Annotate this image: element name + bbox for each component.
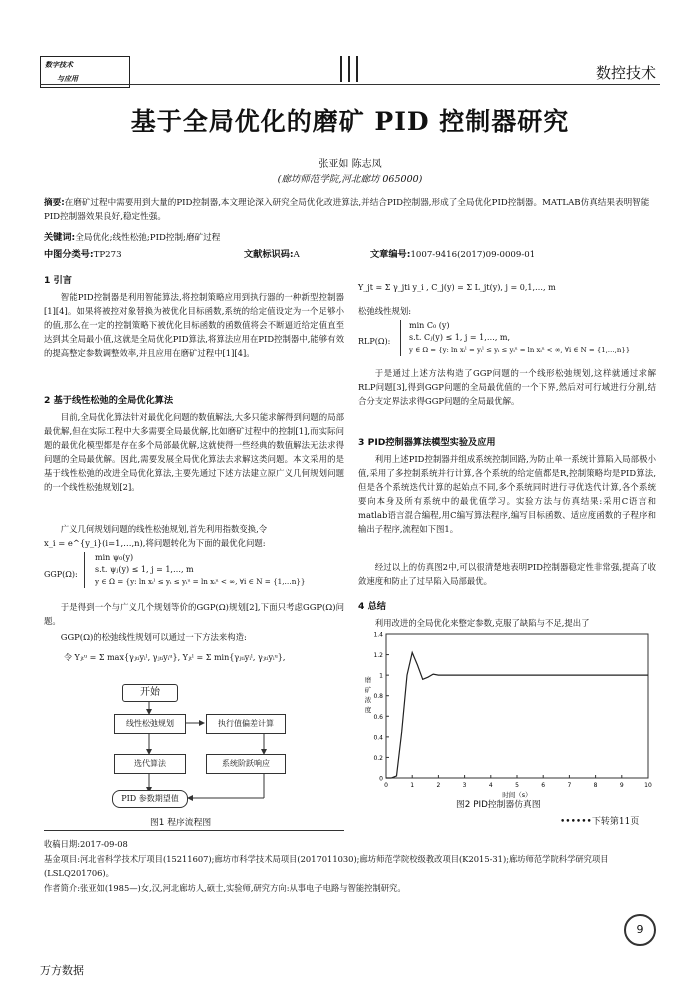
footnote-rule — [44, 830, 344, 831]
rlp-label: RLP(Ω): — [358, 337, 391, 346]
footnote-received: 收稿日期:2017-09-08 — [44, 839, 128, 849]
section-2-paragraph-3: 于是得到一个与广义几个规划等价的GGP(Ω)规划[2],下面只考虑GGP(Ω)问题。 — [44, 602, 344, 626]
keywords — [44, 229, 220, 243]
x-tick-label: 6 — [541, 782, 546, 789]
equation-yjt: Y_jt = Σ γ_jti y_i , C_j(y) = Σ L_jt(y), j = 0,1,…, m — [358, 283, 556, 292]
section-heading: 数控技术 — [595, 64, 656, 82]
rlp-system — [400, 320, 661, 356]
page-number: 9 — [624, 914, 656, 946]
x-tick-label: 10 — [644, 782, 652, 789]
equation-y-bounds: 令 Yⱼₜᵘ = Σ max{γⱼₜᵢyᵢˡ, γⱼₜᵢyᵢᵘ}, Yⱼₜˡ = Σ min{γⱼₜᵢyᵢˡ, γⱼₜᵢyᵢᵘ}, — [64, 653, 286, 662]
y-axis-label-char: 磨 — [364, 676, 372, 684]
x-tick-label: 8 — [593, 782, 598, 789]
y-tick-label: 0.8 — [373, 693, 383, 701]
rlp-constraint: s.t. Cⱼ(y) ≤ 1, j = 1,…, m, — [409, 333, 511, 342]
continue-note: ••••••下转第11页 — [560, 817, 640, 827]
section-3-heading: 3 PID控制器算法模型实验及应用 — [358, 437, 496, 448]
x-tick-label: 2 — [436, 782, 441, 789]
section-4-heading: 4 总结 — [358, 601, 386, 612]
rlp-domain: y ∈ Ω = {y: ln xᵢˡ = yᵢˡ ≤ yᵢ ≤ yᵢᵘ = ln xᵢᵘ < ∞, ∀i ∈ N = {1,…,n}} — [409, 346, 631, 354]
ggp-label: GGP(Ω): — [44, 570, 78, 579]
footnote-fund: 基金项目:河北省科学技术厅项目(15211607);廊坊市科学技术局项目(2017011030);廊坊师范学院校级教改项目(K2015-31);廊坊师范学院科学研究项目(LSLQ201706)。 — [44, 854, 609, 878]
flow-start: 开始 — [122, 684, 178, 702]
keywords-text: 全局优化;线性松弛;PID控制;磨矿过程 — [75, 233, 221, 243]
plot-frame — [386, 634, 648, 778]
flow-step-response: 系统阶跃响应 — [206, 754, 286, 774]
y-tick-label: 1 — [379, 672, 383, 680]
article-number-value: 1007-9416(2017)09-0009-01 — [410, 250, 536, 260]
paper-title: 基于全局优化的磨矿 PID 控制器研究 — [130, 107, 570, 136]
series-line-response — [386, 653, 648, 779]
abstract-label: 摘要: — [44, 198, 65, 208]
pid-simulation-chart — [358, 626, 658, 812]
figure-1-caption: 图1 程序流程图 — [150, 818, 212, 828]
footnote-author: 作者简介:张亚如(1985—)女,汉,河北廊坊人,硕士,实验师,研究方向:从事电子电路与智能控制研究。 — [44, 883, 406, 893]
clc-value: TP273 — [93, 250, 122, 260]
section-2-paragraph-2: 广义几何规划问题的线性松弛规划,首先利用指数变换,令 — [60, 524, 268, 534]
article-number — [370, 246, 535, 260]
section-1-heading: 1 引言 — [44, 275, 72, 286]
doc-code-value: A — [293, 250, 300, 260]
y-tick-label: 0.2 — [373, 754, 383, 762]
x-tick-label: 9 — [619, 782, 624, 789]
affiliation: (廊坊师范学院,河北廊坊 065000) — [277, 174, 423, 185]
clc-number — [44, 246, 122, 260]
y-axis-label-char: 矿 — [364, 686, 372, 694]
y-tick-label: 0.6 — [373, 713, 383, 721]
rlp-objective: min C₀ (y) — [409, 321, 450, 330]
y-axis-label-char: 浓 — [364, 696, 372, 704]
logo-line-1: 数字技术 — [45, 60, 73, 69]
y-axis-label-char: 度 — [364, 706, 372, 714]
x-tick-label: 3 — [462, 782, 467, 789]
flow-deviation-calc: 执行值偏差计算 — [206, 714, 286, 734]
y-tick-label: 1.4 — [373, 631, 383, 639]
doc-code — [244, 246, 300, 260]
section-4-paragraph: 利用改进的全局优化来整定参数,克服了缺陷与不足,提出了 — [374, 618, 590, 628]
logo-line-2: 与应用 — [57, 74, 78, 83]
flow-pid-params: PID 参数期望值 — [112, 790, 188, 808]
flow-iteration: 选代算法 — [114, 754, 186, 774]
section-3-paragraph-1: 利用上述PID控制器并组成系统控制回路,为防止单一系统计算陷入局部极小值,采用了多控制系统并行计算,各个系统的给定值都是R,控制策略均是PID算法,但是各个系统迭代计算的起始点不同,多个系统同时进行寻优迭代计算,各个系统要向本身及所有系统中的最优值学习。实验方法与仿真结果:采用C语言和matlab语言混合编程,用C编写算法程序,编写目标函数、适应度函数的子程序和输出子程序,流程如下图1。 — [358, 454, 656, 534]
ggp-system — [84, 552, 357, 588]
x-tick-label: 1 — [410, 782, 415, 789]
flowchart — [104, 680, 314, 810]
section-3-paragraph-2: 经过以上的仿真图2中,可以很清楚地表明PID控制器稳定性非常强,提高了收敛速度和防止了过早陷入局部最优。 — [358, 562, 656, 586]
article-number-label: 文章编号: — [370, 249, 411, 260]
keywords-label: 关键词: — [44, 232, 76, 243]
section-2-paragraph-2b: x_i = e^{y_i}(i=1,…,n),将问题转化为下面的最优化问题: — [44, 538, 266, 548]
header-rule — [40, 84, 660, 85]
ggp-domain: y ∈ Ω = {y: ln xᵢˡ ≤ yᵢ ≤ yᵢᵘ = ln xᵢᵘ < ∞, ∀i ∈ N = {1,…n}} — [95, 577, 306, 586]
doc-code-label: 文献标识码: — [244, 249, 294, 260]
section-1-paragraph: 智能PID控制器是利用智能算法,将控制策略应用到执行器的一种新型控制器[1][4]。如果将被控对象替换为被优化目标函数,系统的给定值设定为一个足够小的值,那么在一定的控制策略下被优化目标函数的函数值将会不断逼近给定值直至达到其全局最小值,这就是全局优化PID算法,将算法应用在PID控制器中,能够有效的提高整定参数调整效率,并且应用在磨矿过程中[1][4]。 — [44, 292, 344, 358]
x-axis-label: 时间（s） — [502, 791, 532, 799]
flow-linear-relax: 线性松弛规划 — [114, 714, 186, 734]
figure-2-caption: 图2 PID控制器仿真图 — [456, 800, 541, 810]
authors: 张亚如 陈志凤 — [318, 159, 382, 170]
abstract-text: 在磨矿过程中需要用到大量的PID控制器,本文理论深入研究全局优化改进算法,并结合PID控制器,形成了全局优化PID控制器。MATLAB仿真结果表明智能PID控制器效果良好,稳定性强。 — [44, 198, 650, 222]
section-2-paragraph-1: 目前,全局优化算法针对最优化问题的数值解法,大多只能求解得到问题的局部最优解,但在实际工程中大多需要全局最优解,比如磨矿过程中的控制[1],而实际问题的最优化模型都是存在多个局部最优解,这就使得一些经典的数值解法无法求得问题的全局最优解。因此,需要发展全局优化算法去求解这类问题。本文采用的是基于线性松弛的改进全局优化算法,主要先通过下述方法建立原广义几何规划问题的一个线性松弛规划[2]。 — [44, 412, 344, 492]
ggp-objective: min ψ₀(y) — [95, 553, 134, 562]
watermark: 万方数据 — [40, 964, 84, 977]
ggp-constraint: s.t. ψⱼ(y) ≤ 1, j = 1,…, m — [95, 565, 194, 574]
x-tick-label: 5 — [515, 782, 519, 789]
x-tick-label: 7 — [567, 782, 572, 789]
section-2-heading: 2 基于线性松弛的全局优化算法 — [44, 395, 174, 406]
col2-paragraph-1: 于是通过上述方法构造了GGP问题的一个线形松弛规划,这样就通过求解RLP问题[3],得到GGP问题的全局最优值的一个下界,然后对可行域进行分割,结合分支定界法求得GGP问题的全局最优解。 — [358, 368, 656, 406]
y-tick-label: 0.4 — [373, 734, 383, 742]
y-tick-label: 1.2 — [373, 652, 383, 660]
relax-label: 松弛线性规划: — [358, 306, 412, 316]
y-tick-label: 0 — [379, 775, 383, 783]
x-tick-label: 4 — [488, 782, 493, 789]
section-2-paragraph-4: GGP(Ω)的松弛线性规划可以通过一下方法来构造: — [60, 632, 247, 642]
x-tick-label: 0 — [384, 782, 388, 789]
clc-label: 中图分类号: — [44, 249, 94, 260]
abstract — [44, 196, 656, 224]
